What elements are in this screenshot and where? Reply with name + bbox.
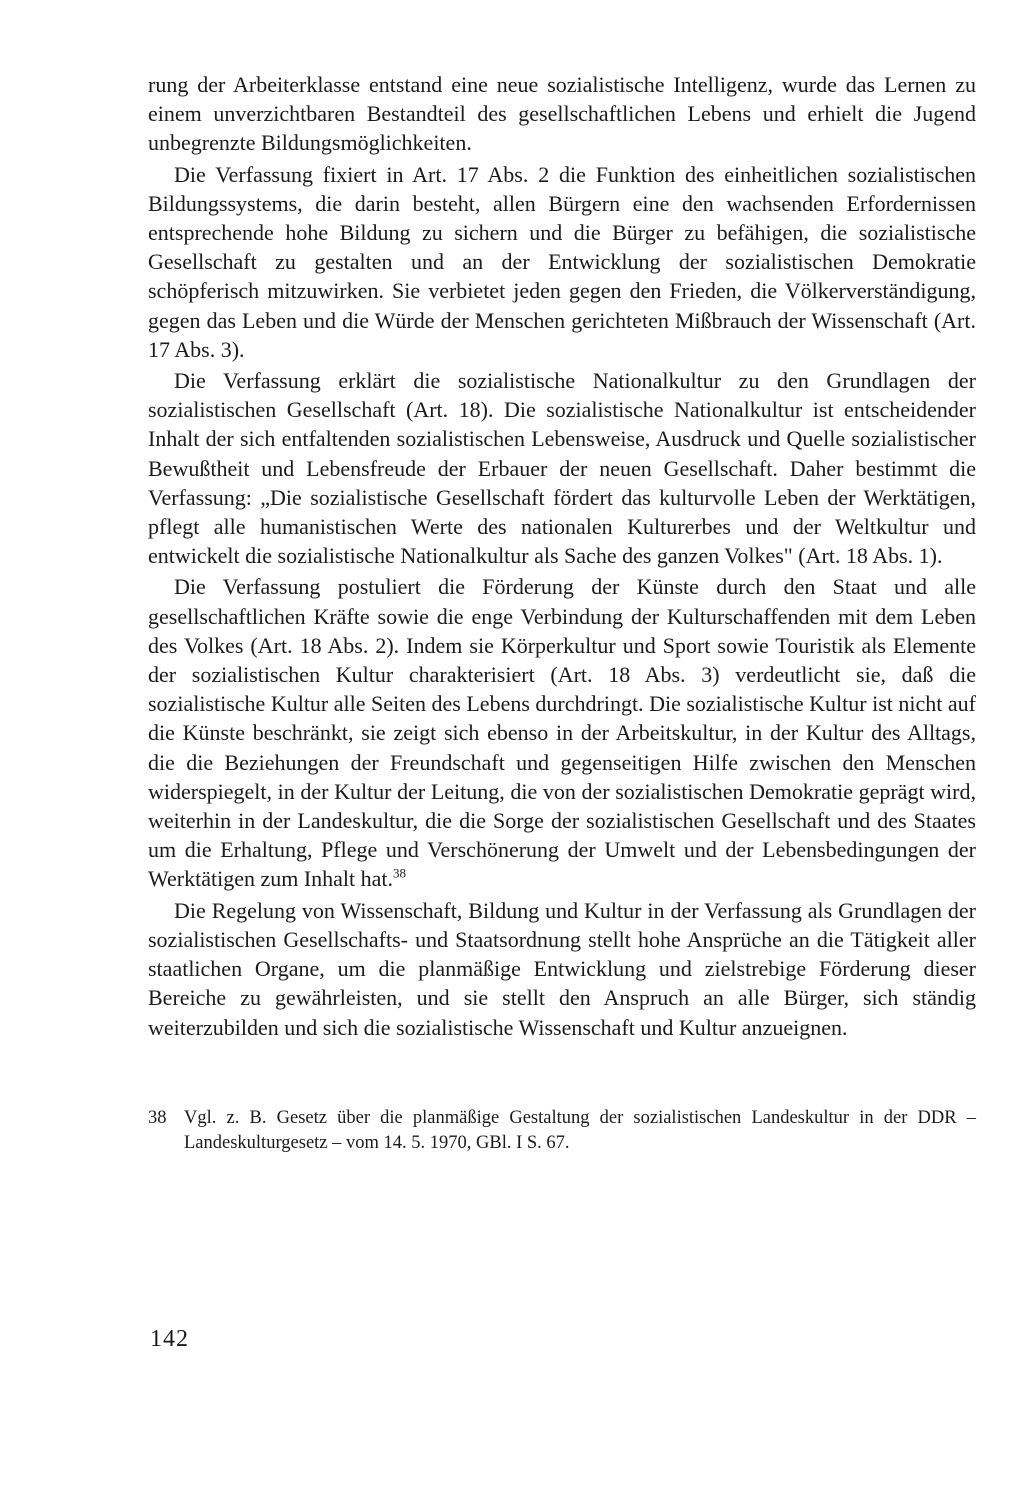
- footnote-text: Vgl. z. B. Gesetz über die planmäßige Gestaltung der sozialistischen Landeskultur in der DDR – Landeskulturgesetz – vom 14. 5. 1970, GBl. I S. 67.: [184, 1108, 976, 1153]
- footnote-number: 38: [148, 1108, 167, 1128]
- paragraph-5: [148, 896, 976, 1042]
- paragraph-5-text: Die Regelung von Wissenschaft, Bildung und Kultur in der Verfassung als Grundlagen der sozialistischen Gesellschafts- und Staatsordnung stellt hohe Ansprüche an die Tätigkeit aller staatlichen Organe, um die planmäßige Entwicklung und zielstrebige Förderung dieser Bereiche zu gewährleisten, und sie stellt den Anspruch an alle Bürger, sich ständig weiterzubilden und sich die sozialistische Wissenschaft und Kultur anzueignen.: [148, 897, 976, 1040]
- paragraph-3-text: Die Verfassung erklärt die sozialistische Nationalkultur zu den Grundlagen der sozialistischen Gesellschaft (Art. 18). Die sozialistische Nationalkultur ist entscheidender Inhalt der sich entfaltenden sozialistischen Lebensweise, Ausdruck und Quelle sozialistischer Bewußtheit und Lebensfreude der Erbauer der neuen Gesellschaft. Daher bestimmt die Verfassung: „Die sozialistische Gesellschaft fördert das kulturvolle Leben der Werktätigen, pflegt alle humanistischen Werte des nationalen Kulturerbes und der Weltkultur und entwickelt die sozialistische Nationalkultur als Sache des ganzen Volkes" (Art. 18 Abs. 1).: [148, 368, 976, 569]
- footnote-reference[interactable]: 38: [393, 866, 407, 882]
- paragraph-4: [148, 572, 976, 893]
- footnote: [148, 1106, 976, 1156]
- paragraph-4-text: Die Verfassung postuliert die Förderung der Künste durch den Staat und alle gesellschaftlichen Kräfte sowie die enge Verbindung der Kulturschaffenden mit dem Leben des Volkes (Art. 18 Abs. 2). Indem sie Körperkultur und Sport sowie Touristik als Elemente der sozialistischen Kultur charakterisiert (Art. 18 Abs. 3) verdeutlicht sie, daß die sozialistische Kultur alle Seiten des Lebens durchdringt. Die sozialistische Kultur ist nicht auf die Künste beschränkt, sie zeigt sich ebenso in der Arbeitskultur, in der Kultur des Alltags, die die Beziehungen der Freundschaft und gegenseitigen Hilfe zwischen den Menschen widerspiegelt, in der Kultur der Leitung, die von der sozialistischen Demokratie geprägt wird, weiterhin in der Landeskultur, die die Sorge der sozialistischen Gesellschaft und des Staates um die Erhaltung, Pflege und Verschönerung der Umwelt und der Lebensbedingungen der Werktätigen zum Inhalt hat.: [148, 574, 976, 892]
- paragraph-2-text: Die Verfassung fixiert in Art. 17 Abs. 2 die Funktion des einheitlichen sozialistischen Bildungssystems, die darin besteht, allen Bürgern eine den wachsenden Erfordernissen entsprechende hohe Bildung zu sichern und die Bürger zu befähigen, die sozialistische Gesellschaft zu gestalten und an der Entwicklung der sozialistischen Demokratie schöpferisch mitzuwirken. Sie verbietet jeden gegen den Frieden, die Völkerverständigung, gegen das Leben und die Würde der Menschen gerichteten Mißbrauch der Wissenschaft (Art. 17 Abs. 3).: [148, 161, 976, 362]
- page-number: 142: [150, 1326, 189, 1352]
- paragraph-3: [148, 366, 976, 570]
- paragraph-1-text: rung der Arbeiterklasse entstand eine neue sozialistische Intelligenz, wurde das Lernen zu einem unverzichtbaren Bestandteil des gesellschaftlichen Lebens und erhielt die Jugend unbegrenzte Bildungsmöglichkeiten.: [148, 72, 976, 156]
- paragraph-1: [148, 70, 976, 158]
- paragraph-2: [148, 160, 976, 364]
- body-text: [148, 70, 976, 1042]
